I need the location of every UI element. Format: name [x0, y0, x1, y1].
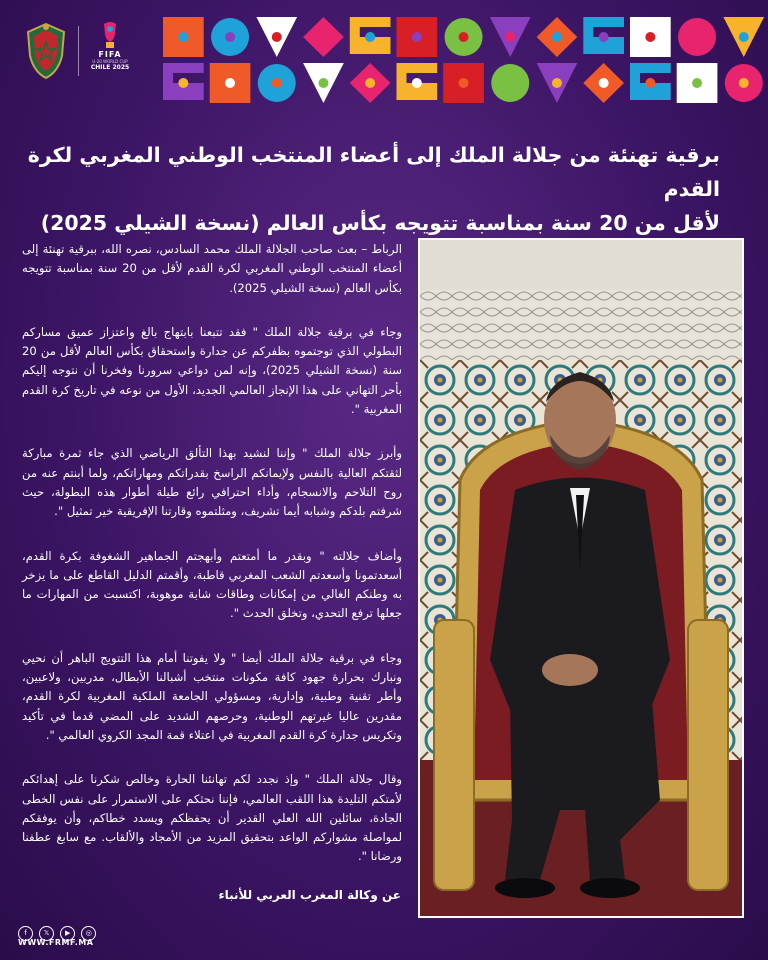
title-line-2: لأقل من 20 سنة بمناسبة تتويجه بكأس العالم (نسخة الشيلي 2025)	[40, 211, 720, 235]
fifa-wordmark: FIFA	[98, 50, 122, 59]
pattern-dot-10	[599, 32, 609, 42]
pattern-dot-19	[412, 78, 422, 88]
instagram-icon[interactable]: ◎	[81, 926, 96, 941]
portrait-illustration	[420, 240, 742, 916]
title-line-1: برقية تهنئة من جلالة الملك إلى أعضاء المنتخب الوطني المغربي لكرة القدم	[27, 143, 720, 201]
x-icon[interactable]: 𝕏	[39, 926, 54, 941]
logo-divider	[78, 26, 79, 76]
fifa-subtitle: U-20 WORLD CUP	[92, 59, 128, 64]
pattern-dot-3	[272, 32, 282, 42]
trophy-icon	[88, 20, 132, 50]
fifa-edition: CHILE 2025	[90, 64, 130, 71]
facebook-icon[interactable]: f	[18, 926, 33, 941]
pattern-dot-25	[692, 78, 702, 88]
pattern-dot-14	[178, 78, 188, 88]
pattern-dot-26	[739, 78, 749, 88]
pattern-dot-7	[459, 32, 469, 42]
paragraph-1: الرباط – بعث صاحب الجلالة الملك محمد السادس، نصره الله، ببرقية تهنئة إلى أعضاء المنتخب الوطني المغربي لكرة القدم لأقل من 20 سنة بمناسبة تتويجه بكأس العالم (نسخة الشيلي 2025).	[22, 242, 402, 295]
article-source: عن وكالة المغرب العربي للأنباء	[218, 888, 401, 902]
pattern-dot-6	[412, 32, 422, 42]
pattern-dot-2	[225, 32, 235, 42]
pattern-dot-9	[552, 32, 562, 42]
pattern-dot-21	[505, 78, 515, 88]
paragraph-6: وقال جلالة الملك " وإذ نجدد لكم تهانئنا الحارة وخالص شكرنا على إهدائكم لأمتكم التليدة هذا اللقب العالمي، فإننا نحثكم على الاستمرار على نفس الخطى الجادة، سائلين الله العلي القدير أن يحفظكم ويسدد خطاكم، وأن يوفقكم لمواصلة مشواركم الواعد بتحقيق المزيد من الأمجاد والألقاب. مع سابغ عطفنا ورضانا ".	[22, 772, 402, 864]
header	[0, 0, 768, 120]
pattern-dot-8	[505, 32, 515, 42]
pattern-dot-22	[552, 78, 562, 88]
youtube-icon[interactable]: ▶	[60, 926, 75, 941]
decorative-pattern-banner	[160, 14, 768, 108]
paragraph-5: وجاء في برقية جلالة الملك أيضا " ولا يفوتنا أمام هذا التتويج الباهر أن نحيي ونبارك بحرارة جهود كافة مكونات منتخب أشبالنا الأبطال، مدربين، ولاعبين، وأطر تقنية وطبية، وإدارية، ومسؤولي الجامعة الملكية المغربية لكرة القدم، مقدرين عاليا غيرتهم الوطنية، وحرصهم الشديد على المضي قدما في تأكيد وتكريس جدارة كرة القدم المغربية في اعتلاء قمة المجد الكروي العالمي ".	[22, 650, 402, 742]
king-portrait-photo	[418, 238, 744, 918]
pattern-dot-4	[318, 32, 328, 42]
paragraph-3: وأبرز جلالة الملك " وإننا لنشيد بهذا التألق الرياضي الذي جاء ثمرة مباركة لثقتكم العالية بالنفس ولإيمانكم الراسخ بقدراتكم ومهاراتكم، ولما أبنتم عنه من روح التلاحم والانسجام، وأداء احترافي رائع طيلة أطوار هذه البطولة، حيث شرفتم بلدكم وشبابه أيما تشريف، ومثلتموه وقارتنا الإفريقية خير تمثيل ".	[22, 446, 402, 519]
paragraph-4: وأضاف جلالته " وبقدر ما أمتعتم وأبهجتم الجماهير الشغوفة بكرة القدم، أسعدتمونا وأسعدتم الشعب المغربي قاطبة، وأقمتم الدليل القاطع على ما يزخر به وطنكم الغالي من إمكانات وطاقات شابة موهوبة، اكتسبت من المهارات ما جعلها ترفع التحدي، وتخلق الحدث ".	[22, 548, 402, 621]
pattern-dot-12	[692, 32, 702, 42]
pattern-dot-24	[645, 78, 655, 88]
article-body	[22, 240, 402, 892]
social-icons	[18, 920, 97, 937]
pattern-dot-11	[645, 32, 655, 42]
pattern-dot-23	[599, 78, 609, 88]
pattern-dot-20	[459, 78, 469, 88]
page-title	[20, 138, 720, 240]
pattern-dot-17	[318, 78, 328, 88]
fifa-u20-logo	[88, 20, 132, 84]
pattern-dot-13	[739, 32, 749, 42]
pattern-dot-15	[225, 78, 235, 88]
frmf-crest-icon	[24, 22, 68, 80]
website-link[interactable]: WWW.FRMF.MA	[18, 938, 94, 947]
paragraph-2: وجاء في برقية جلالة الملك " فقد تتبعنا بابتهاج بالغ واعتزاز عميق مساركم البطولي الذي توجتموه بظفركم عن جدارة واستحقاق بكأس العالم لأقل من 20 سنة (نسخة الشيلي 2025)، وإنه لمن دواعي سرورنا وفخرنا أن نتوجه إليكم بأحر التهاني على هذا الإنجاز العالمي الجديد، الأول من نوعه في تاريخ كرة القدم المغربية ".	[22, 324, 403, 417]
pattern-dot-1	[178, 32, 188, 42]
pattern-dot-5	[365, 32, 375, 42]
pattern-dot-16	[272, 78, 282, 88]
pattern-dot-18	[365, 78, 375, 88]
